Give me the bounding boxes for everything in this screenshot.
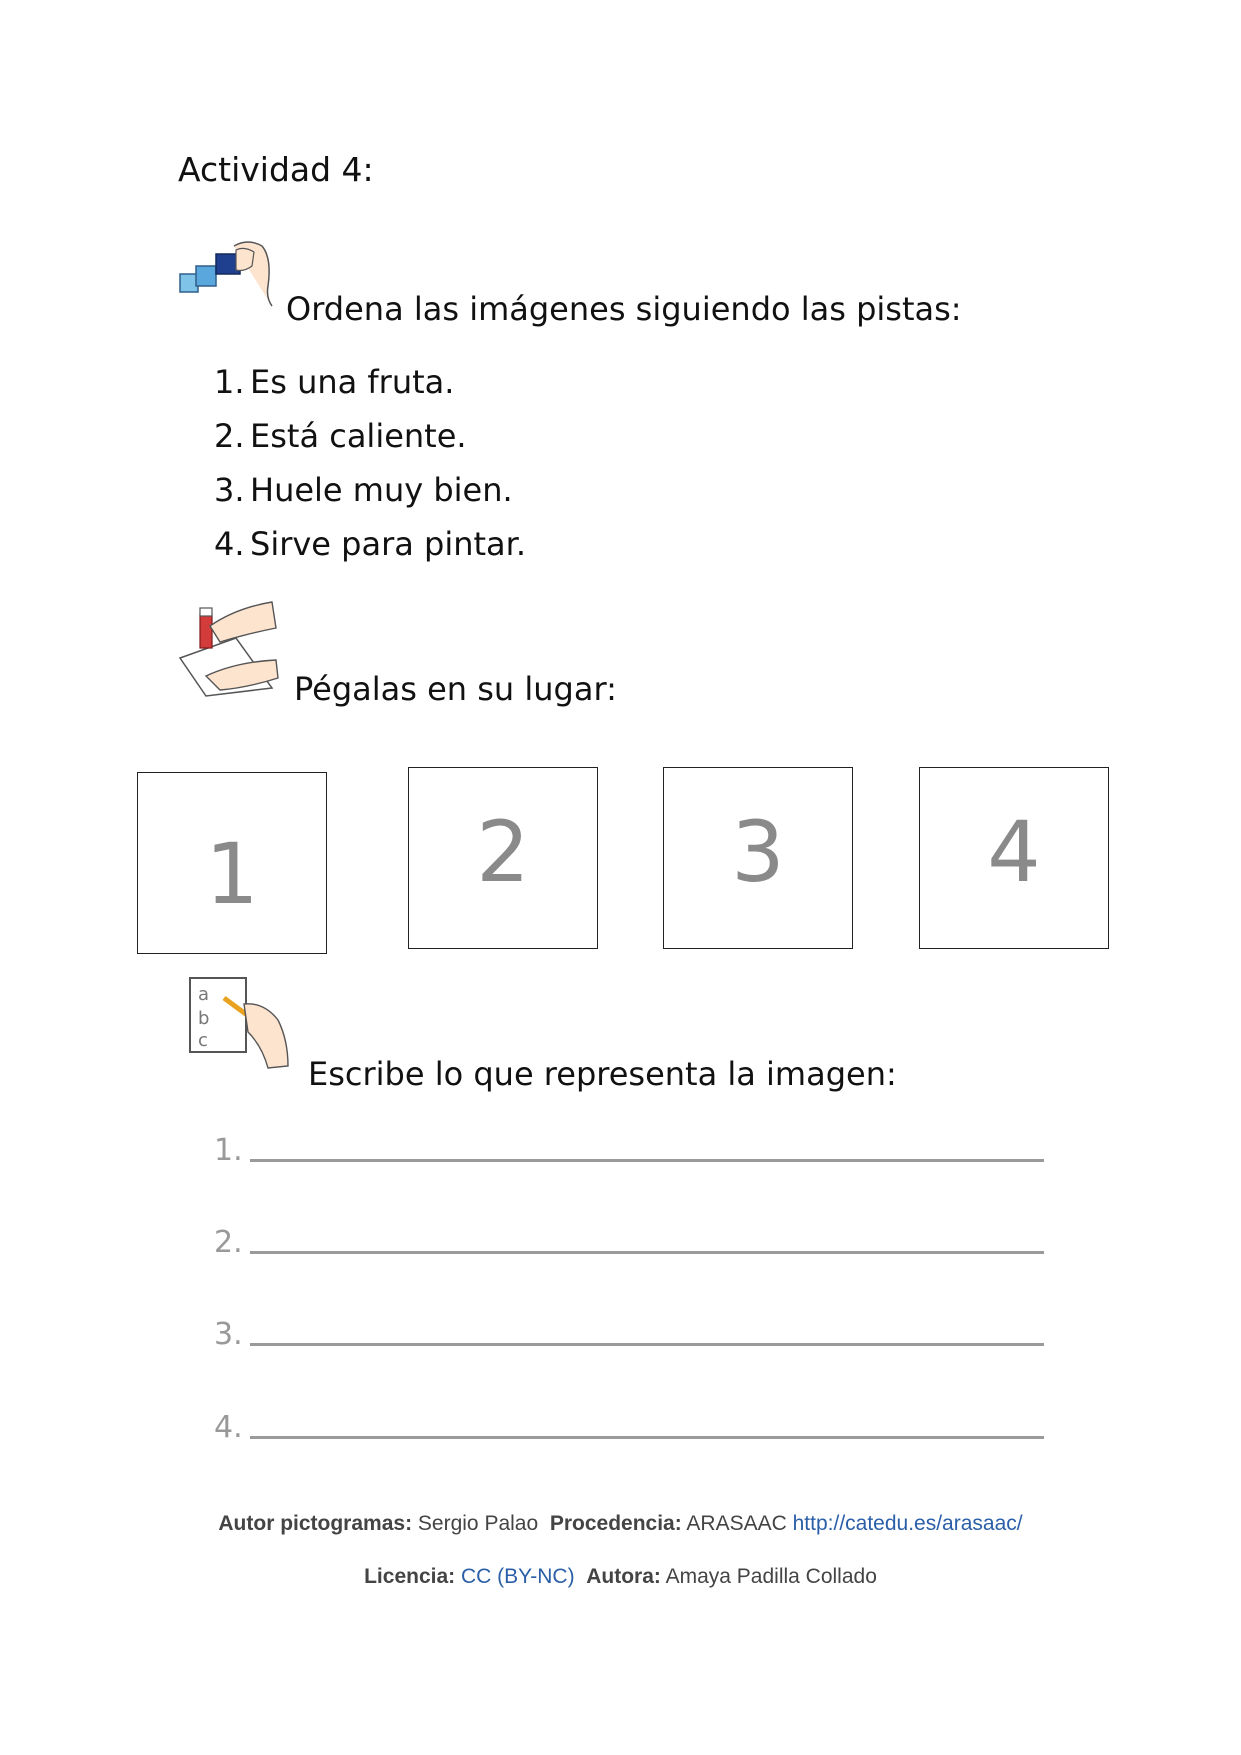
list-item: 1. Es una fruta. [214, 363, 455, 401]
writing-hand-icon [188, 976, 292, 1072]
answer-line-1[interactable] [214, 1118, 1044, 1168]
list-item: 4. Sirve para pintar. [214, 525, 527, 563]
answer-line-3[interactable] [214, 1302, 1044, 1352]
credits-line-1: Autor pictogramas: Sergio Palao Procedencia: ARASAAC http://catedu.es/arasaac/ [218, 1512, 1023, 1535]
paste-box-2[interactable] [408, 767, 598, 949]
clue-list [214, 362, 526, 578]
paste-instruction: Pégalas en su lugar: [294, 670, 617, 708]
line-number: 4. [214, 1410, 243, 1445]
credits-line-2: Licencia: CC (BY-NC) Autora: Amaya Padilla Collado [364, 1565, 877, 1588]
answer-line-2[interactable] [214, 1210, 1044, 1260]
write-instruction: Escribe lo que representa la imagen: [308, 1055, 897, 1093]
line-number: 1. [214, 1133, 243, 1168]
list-item: 3. Huele muy bien. [214, 471, 513, 509]
answer-rule [250, 1159, 1044, 1162]
paste-box-1[interactable] [137, 772, 327, 954]
order-instruction: Ordena las imágenes siguiendo las pistas: [286, 290, 962, 328]
svg-text:b: b [198, 1008, 210, 1029]
glue-hand-icon [176, 598, 286, 698]
line-number: 2. [214, 1225, 243, 1260]
box-number: 3 [731, 803, 785, 901]
svg-text:c: c [198, 1030, 208, 1051]
activity-title: Actividad 4: [178, 150, 374, 189]
line-number: 3. [214, 1317, 243, 1352]
list-item: 2. Está caliente. [214, 417, 467, 455]
license-link[interactable]: CC (BY-NC) [461, 1565, 575, 1588]
answer-rule [250, 1436, 1044, 1439]
paste-box-3[interactable] [663, 767, 853, 949]
answer-rule [250, 1343, 1044, 1346]
answer-line-4[interactable] [214, 1395, 1044, 1445]
box-number: 2 [476, 803, 530, 901]
paste-box-4[interactable] [919, 767, 1109, 949]
cubes-hand-icon [176, 236, 276, 316]
box-number: 1 [205, 825, 259, 923]
svg-text:a: a [198, 984, 210, 1005]
source-link[interactable]: http://catedu.es/arasaac/ [792, 1512, 1023, 1535]
answer-rule [250, 1251, 1044, 1254]
box-number: 4 [987, 803, 1041, 901]
